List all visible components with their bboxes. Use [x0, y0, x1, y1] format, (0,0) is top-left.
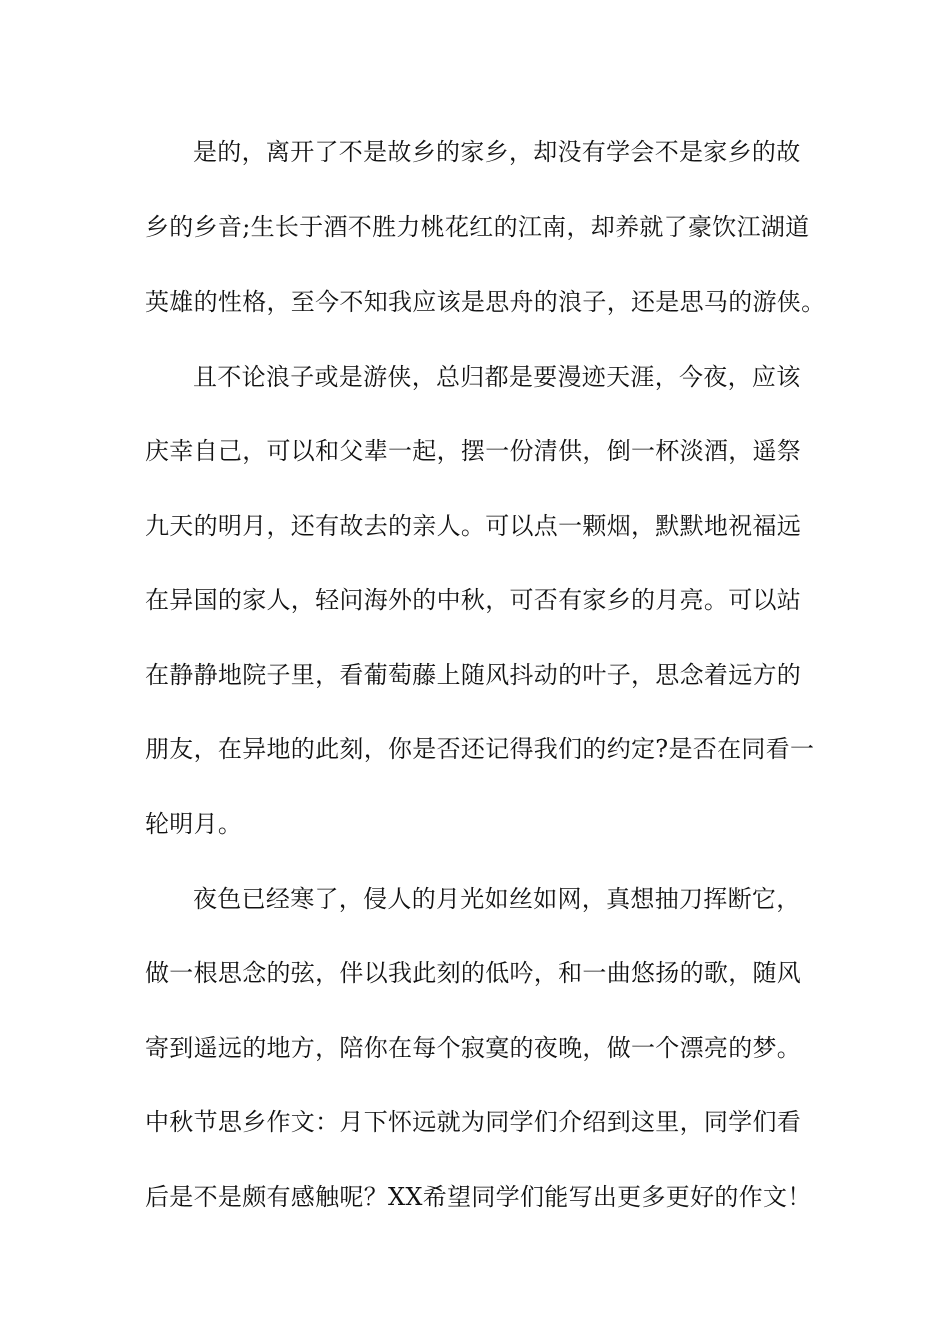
- paragraph-1-line-1: 是的，离开了不是故乡的家乡，却没有学会不是家乡的故: [193, 138, 801, 166]
- paragraph-2-line-6: 朋友，在异地的此刻，你是否还记得我们的约定?是否在同看一: [145, 735, 815, 763]
- paragraph-2-line-7: 轮明月。: [145, 810, 243, 838]
- paragraph-3-line-4: 中秋节思乡作文：月下怀远就为同学们介绍到这里，同学们看: [145, 1108, 802, 1136]
- paragraph-3-line-3: 寄到遥远的地方，陪你在每个寂寞的夜晚，做一个漂亮的梦。: [145, 1034, 802, 1062]
- paragraph-2-line-2: 庆幸自己，可以和父辈一起，摆一份清供，倒一杯淡酒，遥祭: [145, 437, 802, 465]
- paragraph-2-line-4: 在异国的家人，轻问海外的中秋，可否有家乡的月亮。可以站: [145, 586, 802, 614]
- paragraph-1-line-2: 乡的乡音;生长于酒不胜力桃花红的江南，却养就了豪饮江湖道: [145, 213, 810, 241]
- paragraph-3-line-1: 夜色已经寒了，侵人的月光如丝如网，真想抽刀挥断它，: [193, 885, 801, 913]
- paragraph-2-line-3: 九天的明月，还有故去的亲人。可以点一颗烟，默默地祝福远: [145, 512, 802, 540]
- paragraph-1-line-3: 英雄的性格，至今不知我应该是思舟的浪子，还是思马的游侠。: [145, 288, 826, 316]
- paragraph-2-line-1: 且不论浪子或是游侠，总归都是要漫迹天涯，今夜，应该: [193, 363, 801, 391]
- paragraph-3-line-2: 做一根思念的弦，伴以我此刻的低吟，和一曲悠扬的歌，随风: [145, 959, 802, 987]
- paragraph-2-line-5: 在静静地院子里，看葡萄藤上随风抖动的叶子，思念着远方的: [145, 661, 802, 689]
- paragraph-3-line-5: 后是不是颇有感触呢？XX希望同学们能写出更多更好的作文！: [145, 1183, 812, 1211]
